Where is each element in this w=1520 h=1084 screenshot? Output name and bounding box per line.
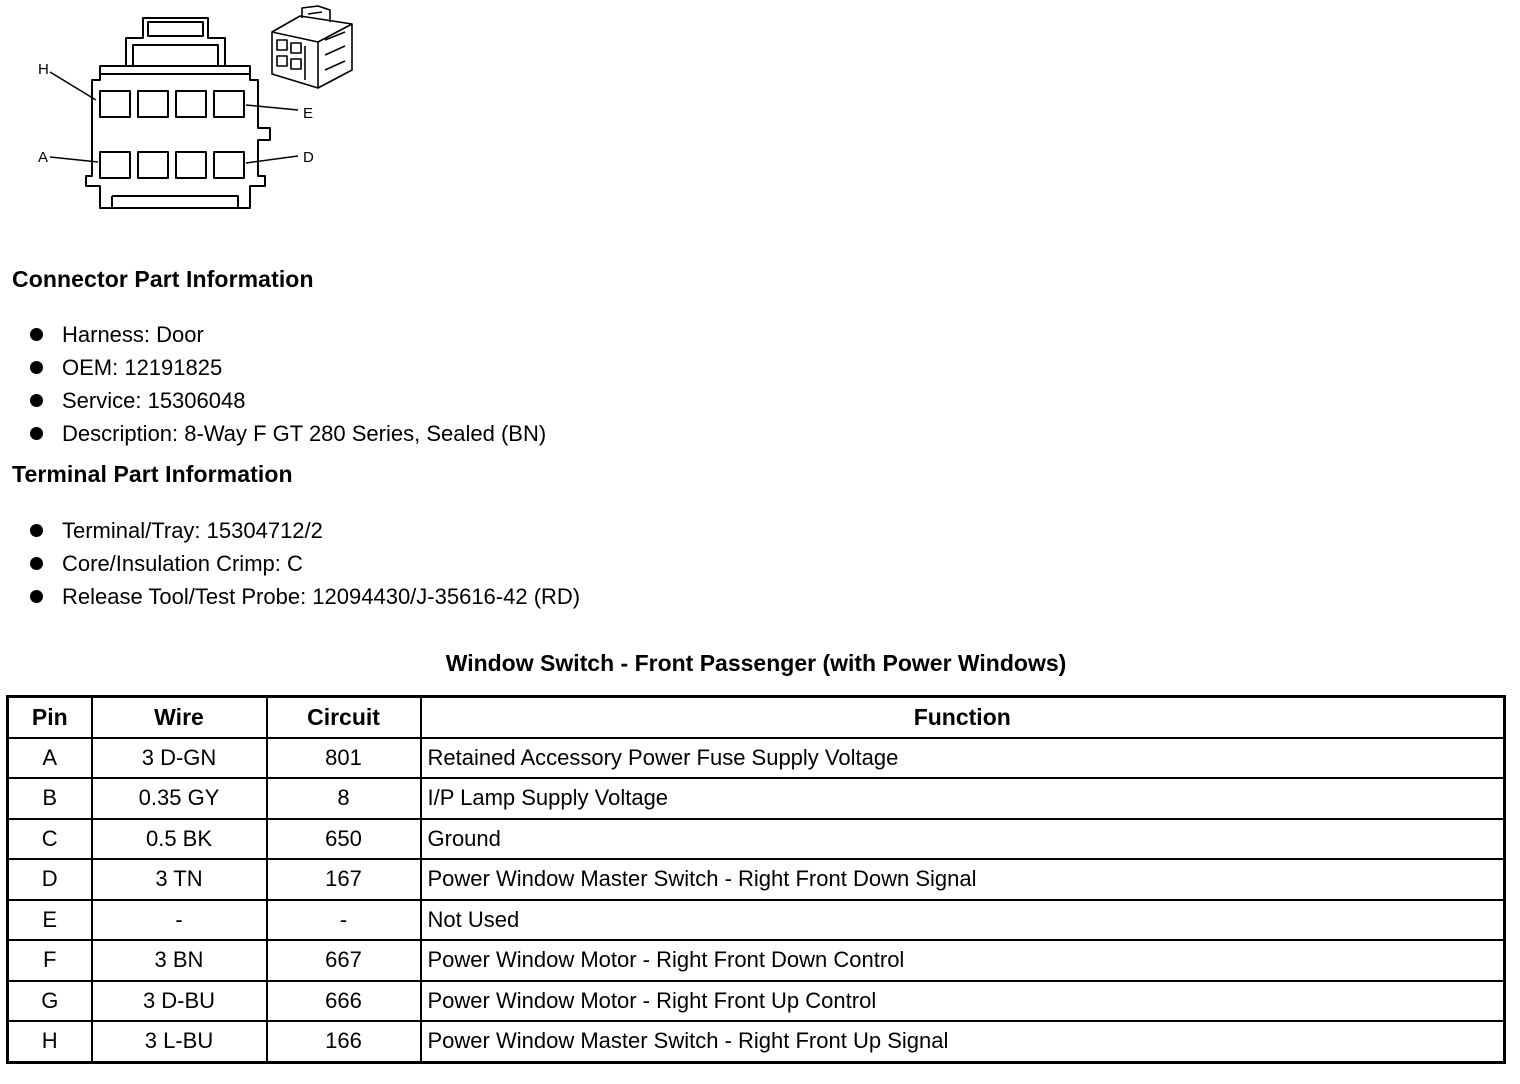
list-item bbox=[30, 580, 580, 613]
cell-wire: 3 D-BU bbox=[92, 981, 267, 1022]
table-header-row bbox=[8, 697, 1505, 738]
cell-wire: 3 L-BU bbox=[92, 1021, 267, 1062]
cell-circuit: 650 bbox=[267, 819, 421, 860]
bullet-icon bbox=[30, 427, 43, 440]
pin-label-h: H bbox=[38, 61, 49, 78]
cell-wire: 3 D-GN bbox=[92, 738, 267, 779]
cell-pin: D bbox=[8, 859, 92, 900]
cell-wire: 0.35 GY bbox=[92, 778, 267, 819]
cell-function: I/P Lamp Supply Voltage bbox=[421, 778, 1505, 819]
cell-pin: A bbox=[8, 738, 92, 779]
list-item bbox=[30, 318, 546, 351]
list-item-text: Description: 8-Way F GT 280 Series, Sealed (BN) bbox=[62, 421, 547, 446]
connector-part-info-heading: Connector Part Information bbox=[12, 266, 314, 292]
table-row bbox=[8, 940, 1505, 981]
cell-function: Ground bbox=[421, 819, 1505, 860]
cell-wire: - bbox=[92, 900, 267, 941]
cell-function: Not Used bbox=[421, 900, 1505, 941]
list-item bbox=[30, 351, 546, 384]
list-item-text: Release Tool/Test Probe: 12094430/J-35616-42 (RD) bbox=[62, 584, 581, 609]
list-item bbox=[30, 547, 580, 580]
cell-circuit: 167 bbox=[267, 859, 421, 900]
pin-label-d: D bbox=[303, 149, 314, 166]
bullet-icon bbox=[30, 590, 43, 603]
cell-function: Power Window Motor - Right Front Up Control bbox=[421, 981, 1505, 1022]
list-item-text: Terminal/Tray: 15304712/2 bbox=[62, 518, 323, 543]
list-item bbox=[30, 384, 546, 417]
cell-circuit: 166 bbox=[267, 1021, 421, 1062]
connector-part-info-list bbox=[30, 318, 546, 450]
cell-function: Power Window Motor - Right Front Down Control bbox=[421, 940, 1505, 981]
cell-pin: C bbox=[8, 819, 92, 860]
cell-function: Power Window Master Switch - Right Front Down Signal bbox=[421, 859, 1505, 900]
header-wire: Wire bbox=[92, 697, 267, 738]
cell-wire: 0.5 BK bbox=[92, 819, 267, 860]
cell-pin: B bbox=[8, 778, 92, 819]
header-function: Function bbox=[421, 697, 1505, 738]
header-circuit: Circuit bbox=[267, 697, 421, 738]
cell-pin: H bbox=[8, 1021, 92, 1062]
list-item-text: Service: 15306048 bbox=[62, 388, 246, 413]
table-row bbox=[8, 981, 1505, 1022]
table-row bbox=[8, 859, 1505, 900]
bullet-icon bbox=[30, 328, 43, 341]
cell-function: Retained Accessory Power Fuse Supply Voltage bbox=[421, 738, 1505, 779]
cell-pin: G bbox=[8, 981, 92, 1022]
cell-wire: 3 BN bbox=[92, 940, 267, 981]
terminal-part-info-list bbox=[30, 514, 580, 613]
table-title: Window Switch - Front Passenger (with Power Windows) bbox=[445, 650, 1067, 676]
table-row bbox=[8, 778, 1505, 819]
cell-function: Power Window Master Switch - Right Front Up Signal bbox=[421, 1021, 1505, 1062]
bullet-icon bbox=[30, 394, 43, 407]
list-item bbox=[30, 514, 580, 547]
table-row bbox=[8, 900, 1505, 941]
connector-face-drawing bbox=[0, 0, 380, 230]
cell-circuit: 666 bbox=[267, 981, 421, 1022]
pin-label-e: E bbox=[303, 105, 314, 122]
bullet-icon bbox=[30, 557, 43, 570]
cell-circuit: 667 bbox=[267, 940, 421, 981]
list-item-text: OEM: 12191825 bbox=[62, 355, 223, 380]
cell-circuit: 801 bbox=[267, 738, 421, 779]
connector-isometric-icon bbox=[272, 6, 352, 88]
cell-circuit: 8 bbox=[267, 778, 421, 819]
cell-wire: 3 TN bbox=[92, 859, 267, 900]
pin-label-a: A bbox=[38, 149, 49, 166]
pin-function-table bbox=[6, 695, 1506, 1064]
terminal-part-info-heading: Terminal Part Information bbox=[12, 461, 293, 487]
bullet-icon bbox=[30, 524, 43, 537]
list-item-text: Core/Insulation Crimp: C bbox=[62, 551, 303, 576]
table-row bbox=[8, 1021, 1505, 1062]
cell-pin: E bbox=[8, 900, 92, 941]
cell-circuit: - bbox=[267, 900, 421, 941]
connector-diagram bbox=[0, 0, 380, 230]
header-pin: Pin bbox=[8, 697, 92, 738]
table-row bbox=[8, 738, 1505, 779]
list-item bbox=[30, 417, 546, 450]
table-row bbox=[8, 819, 1505, 860]
bullet-icon bbox=[30, 361, 43, 374]
cell-pin: F bbox=[8, 940, 92, 981]
list-item-text: Harness: Door bbox=[62, 322, 204, 347]
